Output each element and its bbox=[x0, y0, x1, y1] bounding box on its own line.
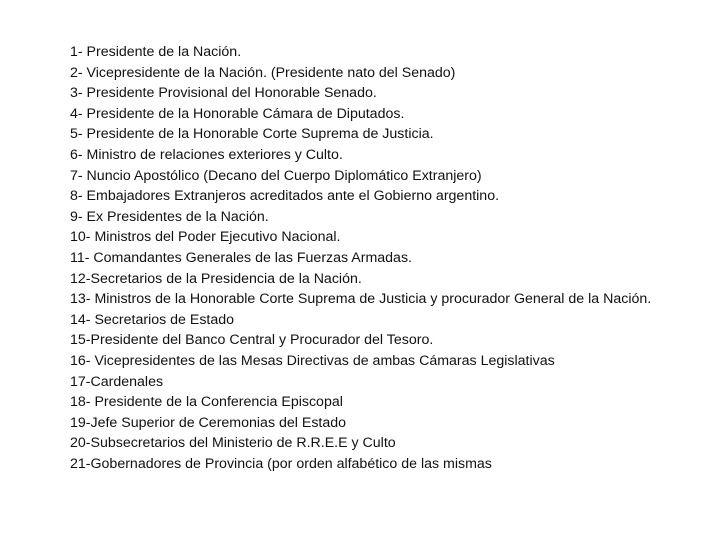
list-item: 7- Nuncio Apostólico (Decano del Cuerpo Diplomático Extranjero) bbox=[70, 167, 482, 184]
list-item: 5- Presidente de la Honorable Corte Suprema de Justicia. bbox=[70, 126, 434, 143]
list-item: 2- Vicepresidente de la Nación. (Presidente nato del Senado) bbox=[70, 64, 456, 81]
list-item: 4- Presidente de la Honorable Cámara de Diputados. bbox=[70, 105, 405, 122]
list-item: 13- Ministros de la Honorable Corte Suprema de Justicia y procurador General de la Nación. bbox=[70, 291, 652, 308]
list-item: 8- Embajadores Extranjeros acreditados ante el Gobierno argentino. bbox=[70, 188, 500, 205]
list-item: 10- Ministros del Poder Ejecutivo Nacional. bbox=[70, 229, 341, 246]
precedence-list bbox=[70, 42, 660, 474]
list-item: 15-Presidente del Banco Central y Procurador del Tesoro. bbox=[70, 332, 434, 349]
list-item: 3- Presidente Provisional del Honorable Senado. bbox=[70, 85, 377, 102]
list-item: 17-Cardenales bbox=[70, 373, 164, 390]
list-item: 6- Ministro de relaciones exteriores y Culto. bbox=[70, 146, 343, 163]
list-item: 14- Secretarios de Estado bbox=[70, 311, 235, 328]
list-item: 1- Presidente de la Nación. bbox=[70, 44, 242, 60]
list-item: 20-Subsecretarios del Ministerio de R.R.E.E y Culto bbox=[70, 435, 396, 452]
list-item: 16- Vicepresidentes de las Mesas Directivas de ambas Cámaras Legislativas bbox=[70, 352, 555, 369]
list-item: 11- Comandantes Generales de las Fuerzas Armadas. bbox=[70, 249, 412, 266]
list-item: 21-Gobernadores de Provincia (por orden alfabético de las mismas bbox=[70, 455, 492, 472]
list-item: 19-Jefe Superior de Ceremonias del Estado bbox=[70, 414, 347, 431]
list-item: 9- Ex Presidentes de la Nación. bbox=[70, 208, 269, 225]
list-item: 18- Presidente de la Conferencia Episcopal bbox=[70, 394, 343, 411]
list-item: 12-Secretarios de la Presidencia de la Nación. bbox=[70, 270, 362, 287]
